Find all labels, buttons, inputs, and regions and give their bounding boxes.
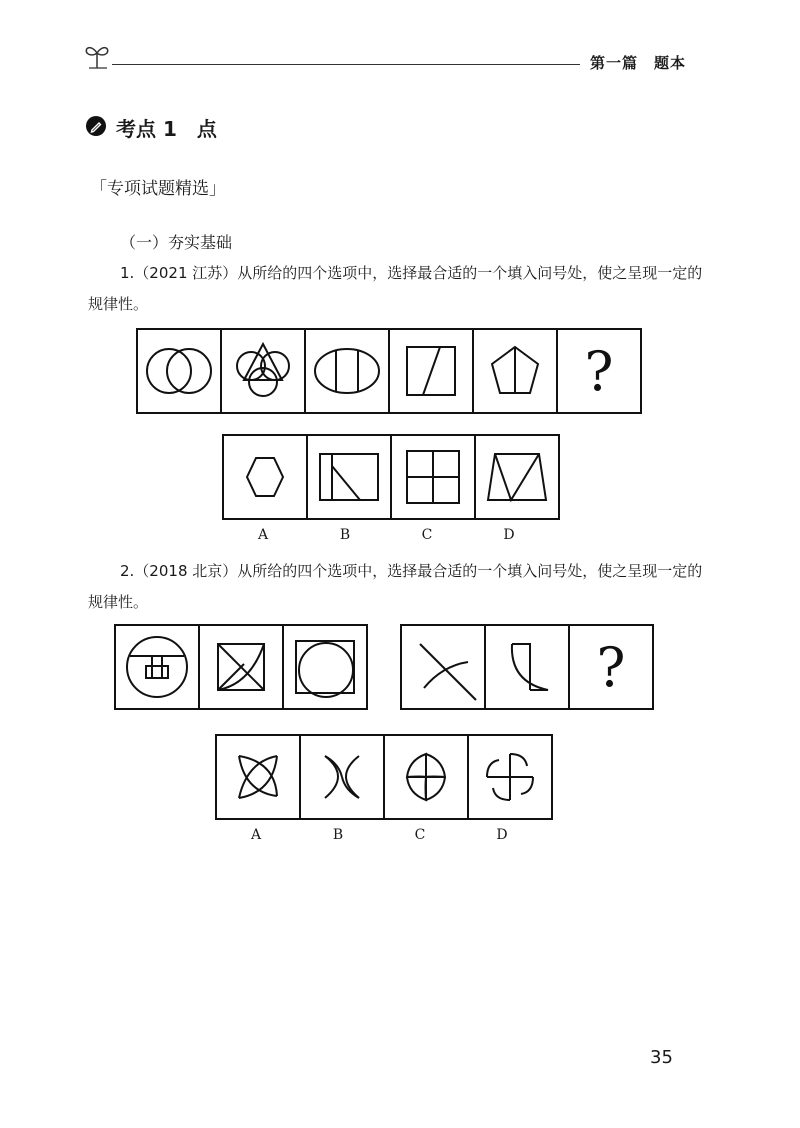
question-1-options (222, 434, 560, 520)
q2-figure-3 (282, 624, 368, 710)
question-1-figure-strip (136, 328, 642, 414)
q1-option-d-label: D (503, 527, 515, 543)
q2-figure-4 (400, 624, 486, 710)
question-1-text: 1.（2021 江苏）从所给的四个选项中，选择最合适的一个填入问号处，使之呈现一定的规律性。 (88, 264, 703, 313)
question-2-text: 2.（2018 北京）从所给的四个选项中，选择最合适的一个填入问号处，使之呈现一定的规律性。 (88, 562, 703, 611)
question-2-option-labels (215, 827, 543, 843)
header-rule (112, 64, 580, 65)
section-title: 「专项试题精选」 (90, 179, 226, 199)
q2-figure-1 (114, 624, 200, 710)
question-mark: ? (584, 340, 614, 403)
sprout-icon (83, 40, 111, 70)
q1-option-c[interactable] (390, 434, 476, 520)
q1-option-d[interactable] (474, 434, 560, 520)
chapter-header: 第一篇 题本 (590, 54, 687, 72)
pen-icon (86, 116, 106, 136)
subsection-title: （一）夯实基础 (120, 233, 233, 252)
q1-figure-4 (388, 328, 474, 414)
q1-figure-2 (220, 328, 306, 414)
question-mark: ? (596, 636, 626, 699)
q2-option-d[interactable] (467, 734, 553, 820)
q1-option-a-label: A (257, 527, 269, 543)
q1-figure-1 (136, 328, 222, 414)
q1-figure-5 (472, 328, 558, 414)
q2-question-cell (568, 624, 654, 710)
kaodian-title: 考点 1 点 (116, 117, 217, 141)
question-2-figure-strip-left (114, 624, 368, 710)
q1-option-a[interactable] (222, 434, 308, 520)
q1-option-b-label: B (339, 527, 351, 543)
question-2-options (215, 734, 553, 820)
q1-option-c-label: C (421, 527, 433, 543)
q2-figure-2 (198, 624, 284, 710)
q2-option-a-label: A (250, 827, 262, 843)
page-number: 35 (650, 1047, 673, 1068)
q1-option-b[interactable] (306, 434, 392, 520)
q2-option-c[interactable] (383, 734, 469, 820)
q2-option-b[interactable] (299, 734, 385, 820)
question-2-figure-strip-right (400, 624, 654, 710)
q2-option-c-label: C (414, 827, 426, 843)
q2-option-b-label: B (332, 827, 344, 843)
q2-option-a[interactable] (215, 734, 301, 820)
q1-question-cell (556, 328, 642, 414)
q1-figure-3 (304, 328, 390, 414)
question-1-option-labels (222, 527, 550, 543)
q2-option-d-label: D (496, 827, 508, 843)
q2-figure-5 (484, 624, 570, 710)
